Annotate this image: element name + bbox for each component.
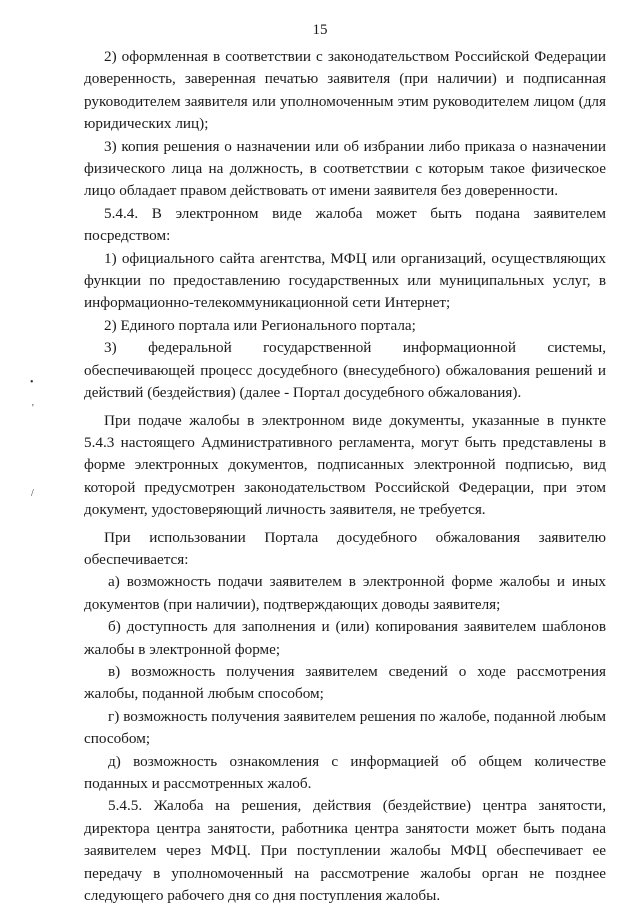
paragraph: 1) официального сайта агентства, МФЦ или организаций, осуществляющих функции по предоставлению государственных или муниципальных услуг, в информационно-телекоммуникационной сети Интернет; [84,249,606,312]
margin-mark: • [30,377,34,388]
paragraph: 5.4.4. В электронном виде жалоба может быть подана заявителем посредством: [84,204,606,245]
margin-mark: ' [32,403,34,414]
page-number: 15 [312,22,328,38]
paragraph: 3) копия решения о назначении или об избрании либо приказа о назначении физического лица на должность, в соответствии с которым такое физическое лицо обладает правом действовать от имени заявителя без доверенности. [84,137,606,200]
paragraph: а) возможность подачи заявителем в электронной форме жалобы и иных документов (при наличии), подтверждающих доводы заявителя; [84,573,606,613]
paragraph: б) доступность для заполнения и (или) копирования заявителем шаблонов жалобы в электронной форме; [84,618,606,658]
paragraph: д) возможность ознакомления с информацией об общем количестве поданных и рассмотренных жалоб. [84,752,606,792]
margin-mark: / [31,488,34,499]
paragraph: 5.4.5. Жалоба на решения, действия (бездействие) центра занятости, директора центра занятости, работника центра занятости может быть подана заявителем через МФЦ. При поступлении жалобы МФЦ обеспечивает ее передачу в уполномоченный на рассмотрение жалобы орган не позднее следующего рабочего дня со дня поступления жалобы. [84,797,606,905]
paragraph: При использовании Портала досудебного обжалования заявителю обеспечивается: [84,528,606,568]
paragraph: г) возможность получения заявителем решения по жалобе, поданной любым способом; [84,707,606,748]
paragraph: 2) оформленная в соответствии с законодательством Российской Федерации доверенность, заверенная печатью заявителя (при наличии) и подписанная руководителем заявителя или уполномоченным этим руководителем лицом (для юридических лиц); [84,48,606,133]
document-body [84,46,606,907]
paragraph: 2) Единого портала или Регионального портала; [104,316,416,334]
paragraph: 3) федеральной государственной информационной системы, обеспечивающей процесс досудебного (внесудебного) обжалования решений и действий (бездействия) (далее - Портал досудебного обжалования). [84,339,606,402]
paragraph: При подаче жалобы в электронном виде документы, указанные в пункте 5.4.3 настоящего Административного регламента, могут быть представлены в форме электронных документов, подписанных электронной подписью, вид которой предусмотрен законодательством Российской Федерации, при этом документ, удостоверяющий личность заявителя, не требуется. [84,411,606,519]
paragraph: в) возможность получения заявителем сведений о ходе рассмотрения жалобы, поданной любым способом; [84,662,606,703]
